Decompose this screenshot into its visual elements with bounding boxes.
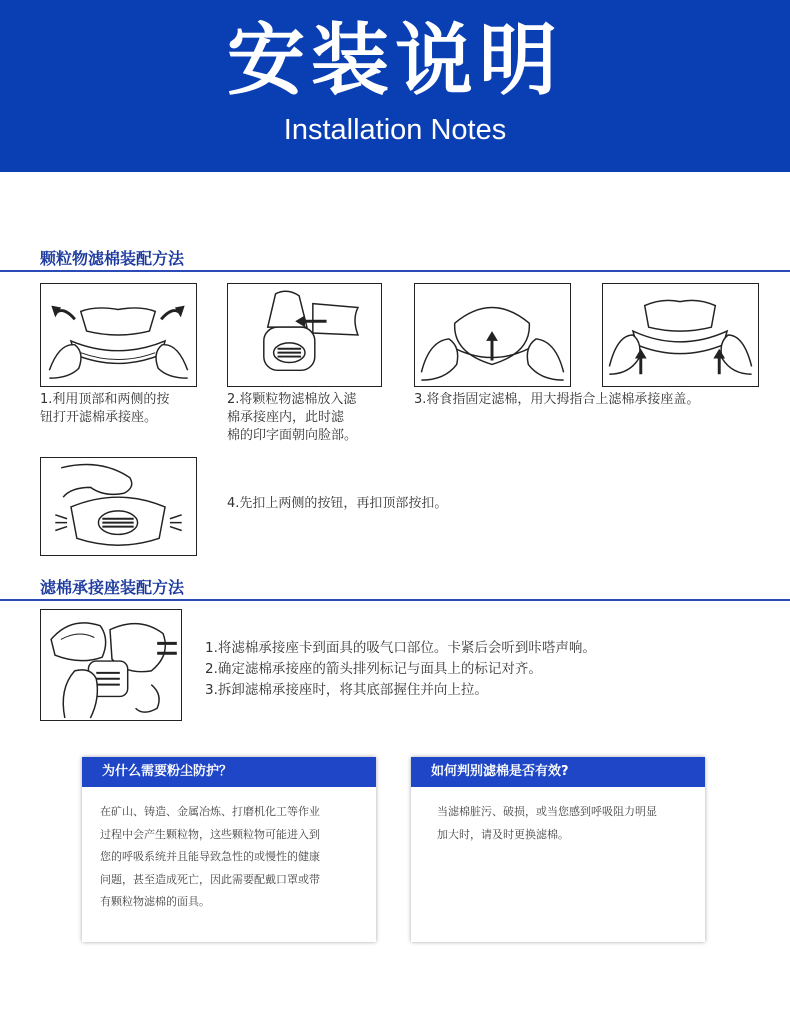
holder-illustration	[40, 609, 182, 721]
section-title-holder-assembly: 滤棉承接座装配方法	[40, 578, 185, 597]
section-title-filter-assembly: 颗粒物滤棉装配方法	[40, 249, 185, 268]
header-banner	[0, 0, 790, 172]
info-card-filter-effective	[411, 757, 705, 942]
step4-illustration	[40, 457, 197, 556]
step1-illustration	[40, 283, 197, 387]
step4-caption: 4.先扣上两侧的按钮，再扣顶部按扣。	[227, 496, 448, 511]
step2-illustration	[227, 283, 382, 387]
step2-caption: 2.将颗粒物滤棉放入滤 棉承接座内，此时滤 棉的印字面朝向脸部。	[227, 392, 358, 443]
card-body: 在矿山、铸造、金属冶炼、打磨机化工等作业 过程中会产生颗粒物，这些颗粒物可能进入到 您的呼吸系统并且能导致急性的或慢性的健康 问题，甚至造成死亡，因此需要配戴口罩或带 有颗粒物滤棉的面具。	[100, 805, 320, 908]
page-subtitle: Installation Notes	[283, 114, 507, 146]
step3-caption: 3.将食指固定滤棉，用大拇指合上滤棉承接座盖。	[414, 392, 700, 407]
step3b-illustration	[602, 283, 759, 387]
card-heading: 如何判别滤棉是否有效?	[411, 757, 705, 787]
card-heading: 为什么需要粉尘防护？	[82, 757, 376, 787]
section-divider	[0, 270, 790, 272]
section-divider	[0, 599, 790, 601]
step1-caption: 1.利用顶部和两侧的按 钮打开滤棉承接座。	[40, 392, 170, 425]
step3-illustration	[414, 283, 571, 387]
info-card-why-protection	[82, 757, 376, 942]
holder-instructions: 1.将滤棉承接座卡到面具的吸气口部位。卡紧后会听到咔嗒声响。 2.确定滤棉承接座的箭头排列标记与面具上的标记对齐。 3.拆卸滤棉承接座时，将其底部握住并向上拉。	[205, 640, 596, 698]
page-title: 安装说明	[226, 16, 563, 106]
card-body: 当滤棉脏污、破损，或当您感到呼吸阻力明显 加大时，请及时更换滤棉。	[437, 805, 657, 841]
